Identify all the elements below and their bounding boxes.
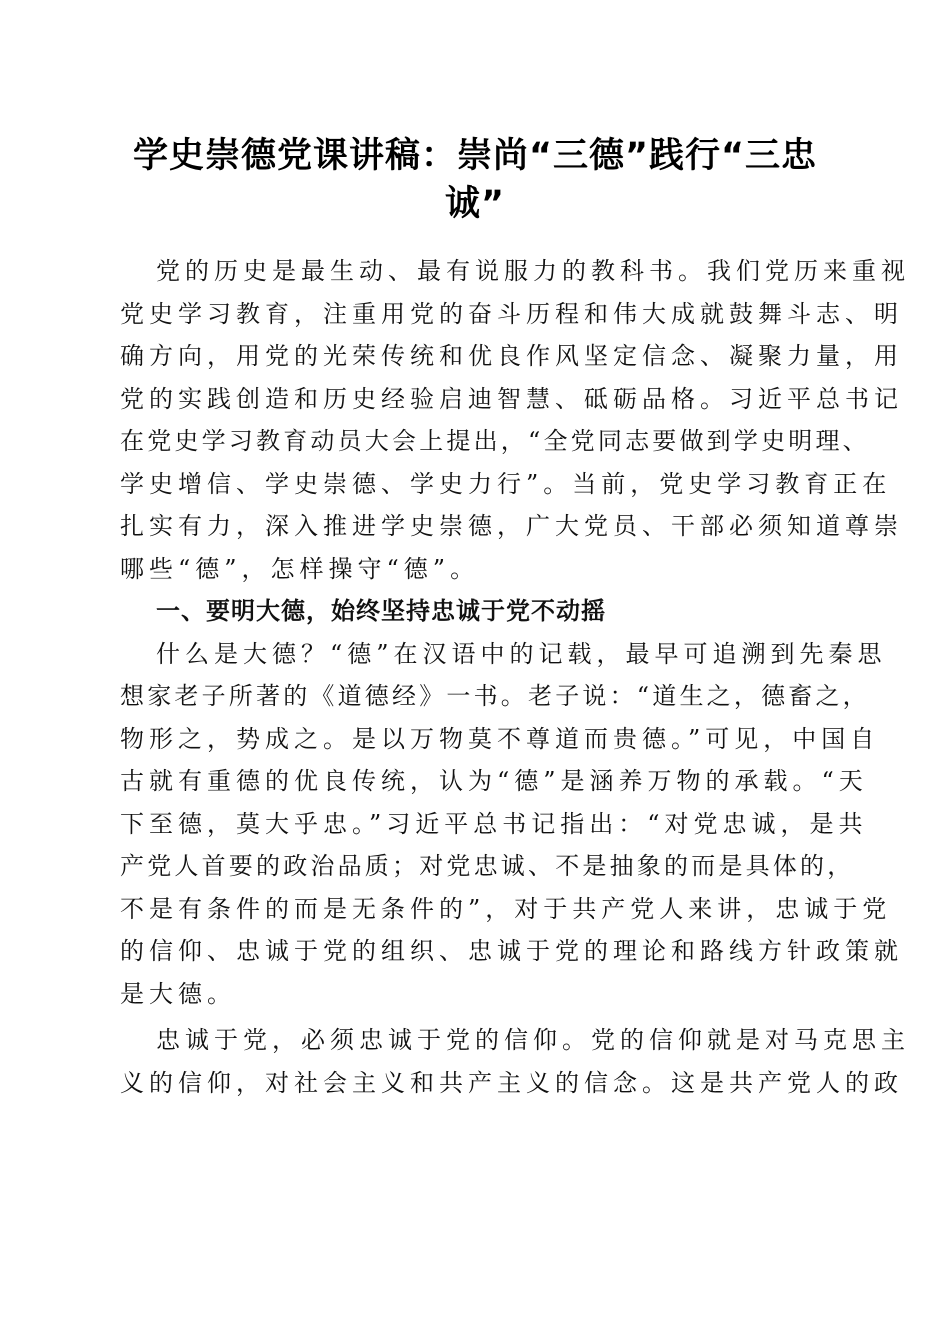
paragraph-line: 下至德，莫大乎忠。”习近平总书记指出：“对党忠诚，是共 (120, 809, 868, 838)
paragraph-line: 不是有条件的而是无条件的”，对于共产党人来讲，忠诚于党 (120, 894, 892, 923)
paragraph-line: 在党史学习教育动员大会上提出，“全党同志要做到学史明理、 (120, 427, 870, 455)
paragraph-line: 什么是大德？“德”在汉语中的记载，最早可追溯到先秦思 (156, 639, 887, 668)
paragraph-line: 想家老子所著的《道德经》一书。老子说：“道生之，德畜之， (120, 682, 870, 710)
paragraph-line: 党的历史是最生动、最有说服力的教科书。我们党历来重视 (156, 257, 910, 285)
paragraph-line: 学史增信、学史崇德、学史力行”。当前，党史学习教育正在 (120, 469, 892, 498)
paragraph-line: 的信仰、忠诚于党的组织、忠诚于党的理论和路线方针政策就 (120, 937, 903, 965)
title-line-1: 学史崇德党课讲稿：崇尚“三德”践行“三忠 (132, 136, 817, 176)
paragraph-line: 确方向，用党的光荣传统和优良作风坚定信念、凝聚力量，用 (120, 342, 903, 370)
paragraph-line: 古就有重德的优良传统，认为“德”是涵养万物的承载。“天 (120, 767, 868, 795)
paragraph-line: 义的信仰，对社会主义和共产主义的信念。这是共产党人的政 (120, 1068, 903, 1097)
paragraph-line: 党史学习教育，注重用党的奋斗历程和伟大成就鼓舞斗志、明 (120, 299, 903, 328)
paragraph-line: 哪些“德”，怎样操守“德”。 (120, 554, 480, 583)
document-title (100, 132, 850, 228)
paragraph-line: 产党人首要的政治品质；对党忠诚、不是抽象的而是具体的， (120, 852, 855, 880)
paragraph-line: 扎实有力，深入推进学史崇德，广大党员、干部必须知道尊崇 (120, 512, 903, 540)
paragraph-line: 物形之，势成之。是以万物莫不尊道而贵德。”可见，中国自 (120, 724, 880, 753)
section-heading: 一、要明大德，始终坚持忠诚于党不动摇 (156, 597, 606, 625)
title-line-2: 诚” (444, 184, 505, 224)
document-body (120, 250, 910, 1104)
paragraph-line: 忠诚于党，必须忠诚于党的信仰。党的信仰就是对马克思主 (156, 1026, 910, 1054)
paragraph-line: 党的实践创造和历史经验启迪智慧、砥砺品格。习近平总书记 (120, 384, 903, 413)
paragraph-line: 是大德。 (120, 979, 236, 1008)
